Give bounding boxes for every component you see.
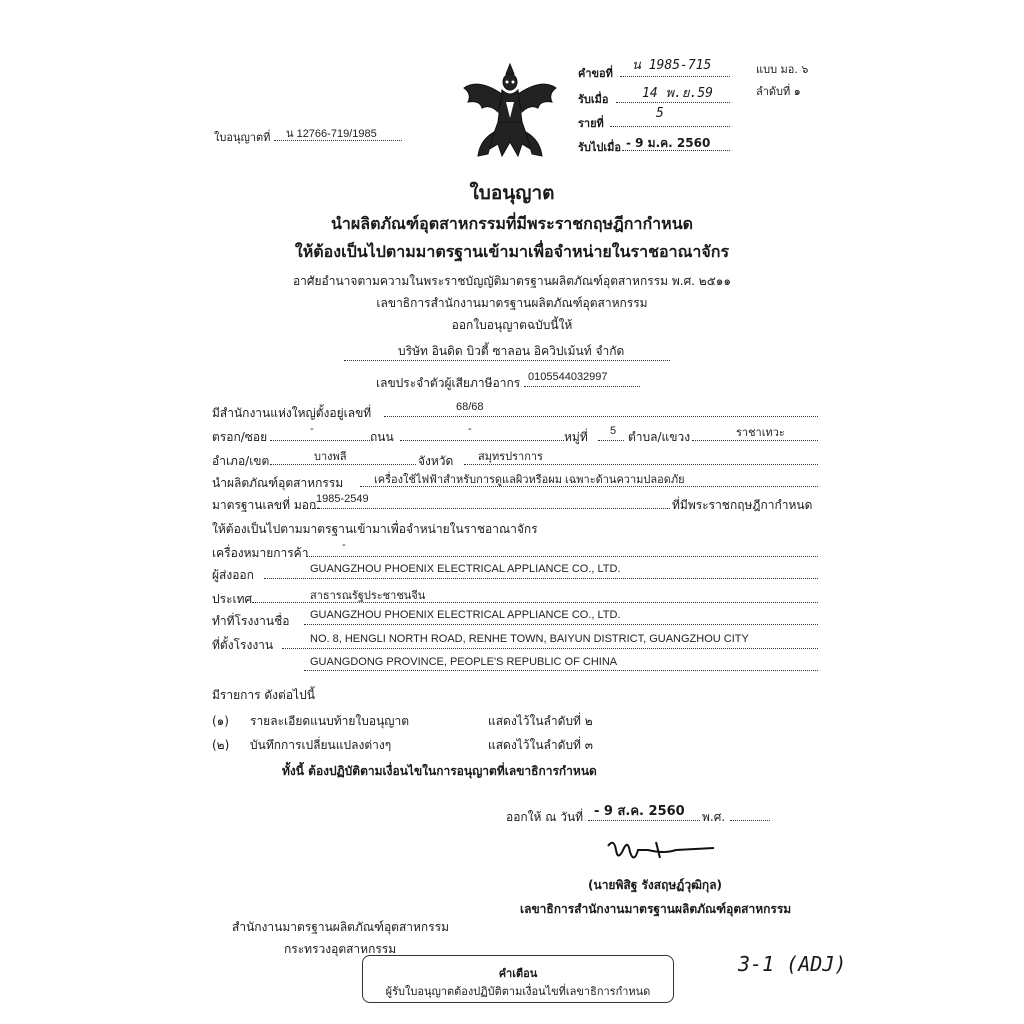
soi-value: - (310, 423, 314, 435)
authority-line-2: เลขาธิการสำนักงานมาตรฐานผลิตภัณฑ์อุตสาหกรรม (376, 296, 648, 310)
item-2-number: (๒) (212, 738, 230, 752)
location-value-line1: NO. 8, HENGLI NORTH ROAD, RENHE TOWN, BAIYUN DISTRICT, GUANGZHOU CITY (310, 633, 749, 645)
exporter-label: ผู้ส่งออก (212, 568, 254, 582)
hq-value: 68/68 (456, 401, 484, 413)
item-value: 5 (656, 106, 664, 121)
tax-id-label: เลขประจำตัวผู้เสียภาษีอากร (376, 376, 521, 390)
warning-title: คำเตือน (498, 967, 538, 980)
license-no-value: น 12766-719/1985 (286, 128, 377, 140)
district-value: บางพลี (314, 451, 347, 463)
conform-line: ให้ต้องเป็นไปตามมาตรฐานเข้ามาเพื่อจำหน่ายในราชอาณาจักร (212, 522, 538, 536)
warning-box (362, 955, 674, 1003)
hq-label: มีสำนักงานแห่งใหญ่ตั้งอยู่เลขที่ (212, 406, 372, 420)
signatory-name: (นายพิสิฐ รังสฤษฏ์วุฒิกุล) (588, 878, 723, 892)
district-label: อำเภอ/เขต (212, 454, 270, 468)
license-no-label: ใบอนุญาตที่ (214, 131, 271, 144)
collected-value: - 9 ม.ค. 2560 (626, 136, 711, 150)
location-label: ที่ตั้งโรงงาน (212, 638, 274, 652)
subdistrict-value: ราชาเทวะ (736, 427, 785, 439)
form-code: แบบ มอ. ๖ (756, 63, 809, 76)
road-label: ถนน (370, 430, 394, 444)
road-value: - (468, 423, 472, 435)
item-2-ref: แสดงไว้ในลำดับที่ ๓ (488, 738, 593, 752)
item-1-number: (๑) (212, 714, 229, 728)
location-value-line2: GUANGDONG PROVINCE, PEOPLE'S REPUBLIC OF CHINA (310, 656, 618, 668)
item-1-ref: แสดงไว้ในลำดับที่ ๒ (488, 714, 593, 728)
product-label: นำผลิตภัณฑ์อุตสาหกรรม (212, 476, 344, 490)
signatory-position: เลขาธิการสำนักงานมาตรฐานผลิตภัณฑ์อุตสาหกรรม (520, 902, 792, 916)
document-title: ใบอนุญาต (469, 182, 555, 204)
standard-label: มาตรฐานเลขที่ มอก. (212, 498, 321, 512)
licensee-name: บริษัท อินดิด บิวตี้ ซาลอน อิควิปเม้นท์ จำกัด (398, 344, 625, 358)
issue-date-suffix: พ.ศ. (702, 810, 726, 824)
garuda-emblem-icon (458, 58, 562, 166)
document-subtitle-2: ให้ต้องเป็นไปตามมาตรฐานเข้ามาเพื่อจำหน่ายในราชอาณาจักร (294, 242, 730, 261)
standard-suffix: ที่มีพระราชกฤษฎีกากำหนด (672, 498, 813, 512)
sequence-number: ลำดับที่ ๑ (756, 85, 801, 98)
collected-label: รับไปเมื่อ (578, 141, 622, 154)
request-no-value: น 1985-715 (632, 58, 712, 73)
received-value: 14 พ.ย.59 (642, 86, 713, 101)
items-heading: มีรายการ ดังต่อไปนี้ (212, 688, 315, 702)
condition-line: ทั้งนี้ ต้องปฏิบัติตามเงื่อนไขในการอนุญาตที่เลขาธิการกำหนด (282, 764, 597, 778)
country-label: ประเทศ (212, 592, 253, 606)
trademark-label: เครื่องหมายการค้า (212, 546, 309, 560)
product-value: เครื่องใช้ไฟฟ้าสำหรับการดูแลผิวหรือผม เฉพาะด้านความปลอดภัย (374, 474, 685, 486)
received-label: รับเมื่อ (578, 93, 609, 106)
country-value: สาธารณรัฐประชาชนจีน (310, 590, 426, 602)
signature-icon (604, 836, 724, 872)
soi-label: ตรอก/ซอย (212, 430, 268, 444)
issue-date-label: ออกให้ ณ วันที่ (506, 810, 584, 824)
document-subtitle-1: นำผลิตภัณฑ์อุตสาหกรรมที่มีพระราชกฤษฎีกากำหนด (330, 214, 694, 233)
factory-value: GUANGZHOU PHOENIX ELECTRICAL APPLIANCE CO., LTD. (310, 609, 621, 621)
province-value: สมุทรปราการ (478, 451, 543, 463)
province-label: จังหวัด (418, 454, 454, 468)
factory-label: ทำที่โรงงานชื่อ (212, 614, 290, 628)
moo-label: หมู่ที่ (564, 430, 588, 444)
exporter-value: GUANGZHOU PHOENIX ELECTRICAL APPLIANCE CO., LTD. (310, 563, 621, 575)
item-2-text: บันทึกการเปลี่ยนแปลงต่างๆ (250, 738, 392, 752)
office-line-2: กระทรวงอุตสาหกรรม (284, 942, 397, 956)
item-1-text: รายละเอียดแนบท้ายใบอนุญาต (250, 714, 410, 728)
office-line-1: สำนักงานมาตรฐานผลิตภัณฑ์อุตสาหกรรม (232, 920, 450, 934)
authority-line-3: ออกใบอนุญาตฉบับนี้ให้ (451, 318, 573, 332)
subdistrict-label: ตำบล/แขวง (628, 430, 691, 444)
authority-line-1: อาศัยอำนาจตามความในพระราชบัญญัติมาตรฐานผลิตภัณฑ์อุตสาหกรรม พ.ศ. ๒๕๑๑ (292, 274, 732, 288)
trademark-value: - (342, 539, 346, 551)
issue-date-value: - 9 ส.ค. 2560 (594, 804, 685, 819)
moo-value: 5 (610, 425, 617, 437)
warning-text: ผู้รับใบอนุญาตต้องปฏิบัติตามเงื่อนไขที่เลขาธิการกำหนด (385, 985, 651, 998)
request-no-label: คำขอที่ (578, 67, 613, 80)
page-note: 3-1 (ADJ) (738, 952, 847, 976)
standard-value: 1985-2549 (316, 493, 369, 505)
item-label: รายที่ (578, 117, 604, 130)
tax-id-value: 0105544032997 (528, 371, 608, 383)
